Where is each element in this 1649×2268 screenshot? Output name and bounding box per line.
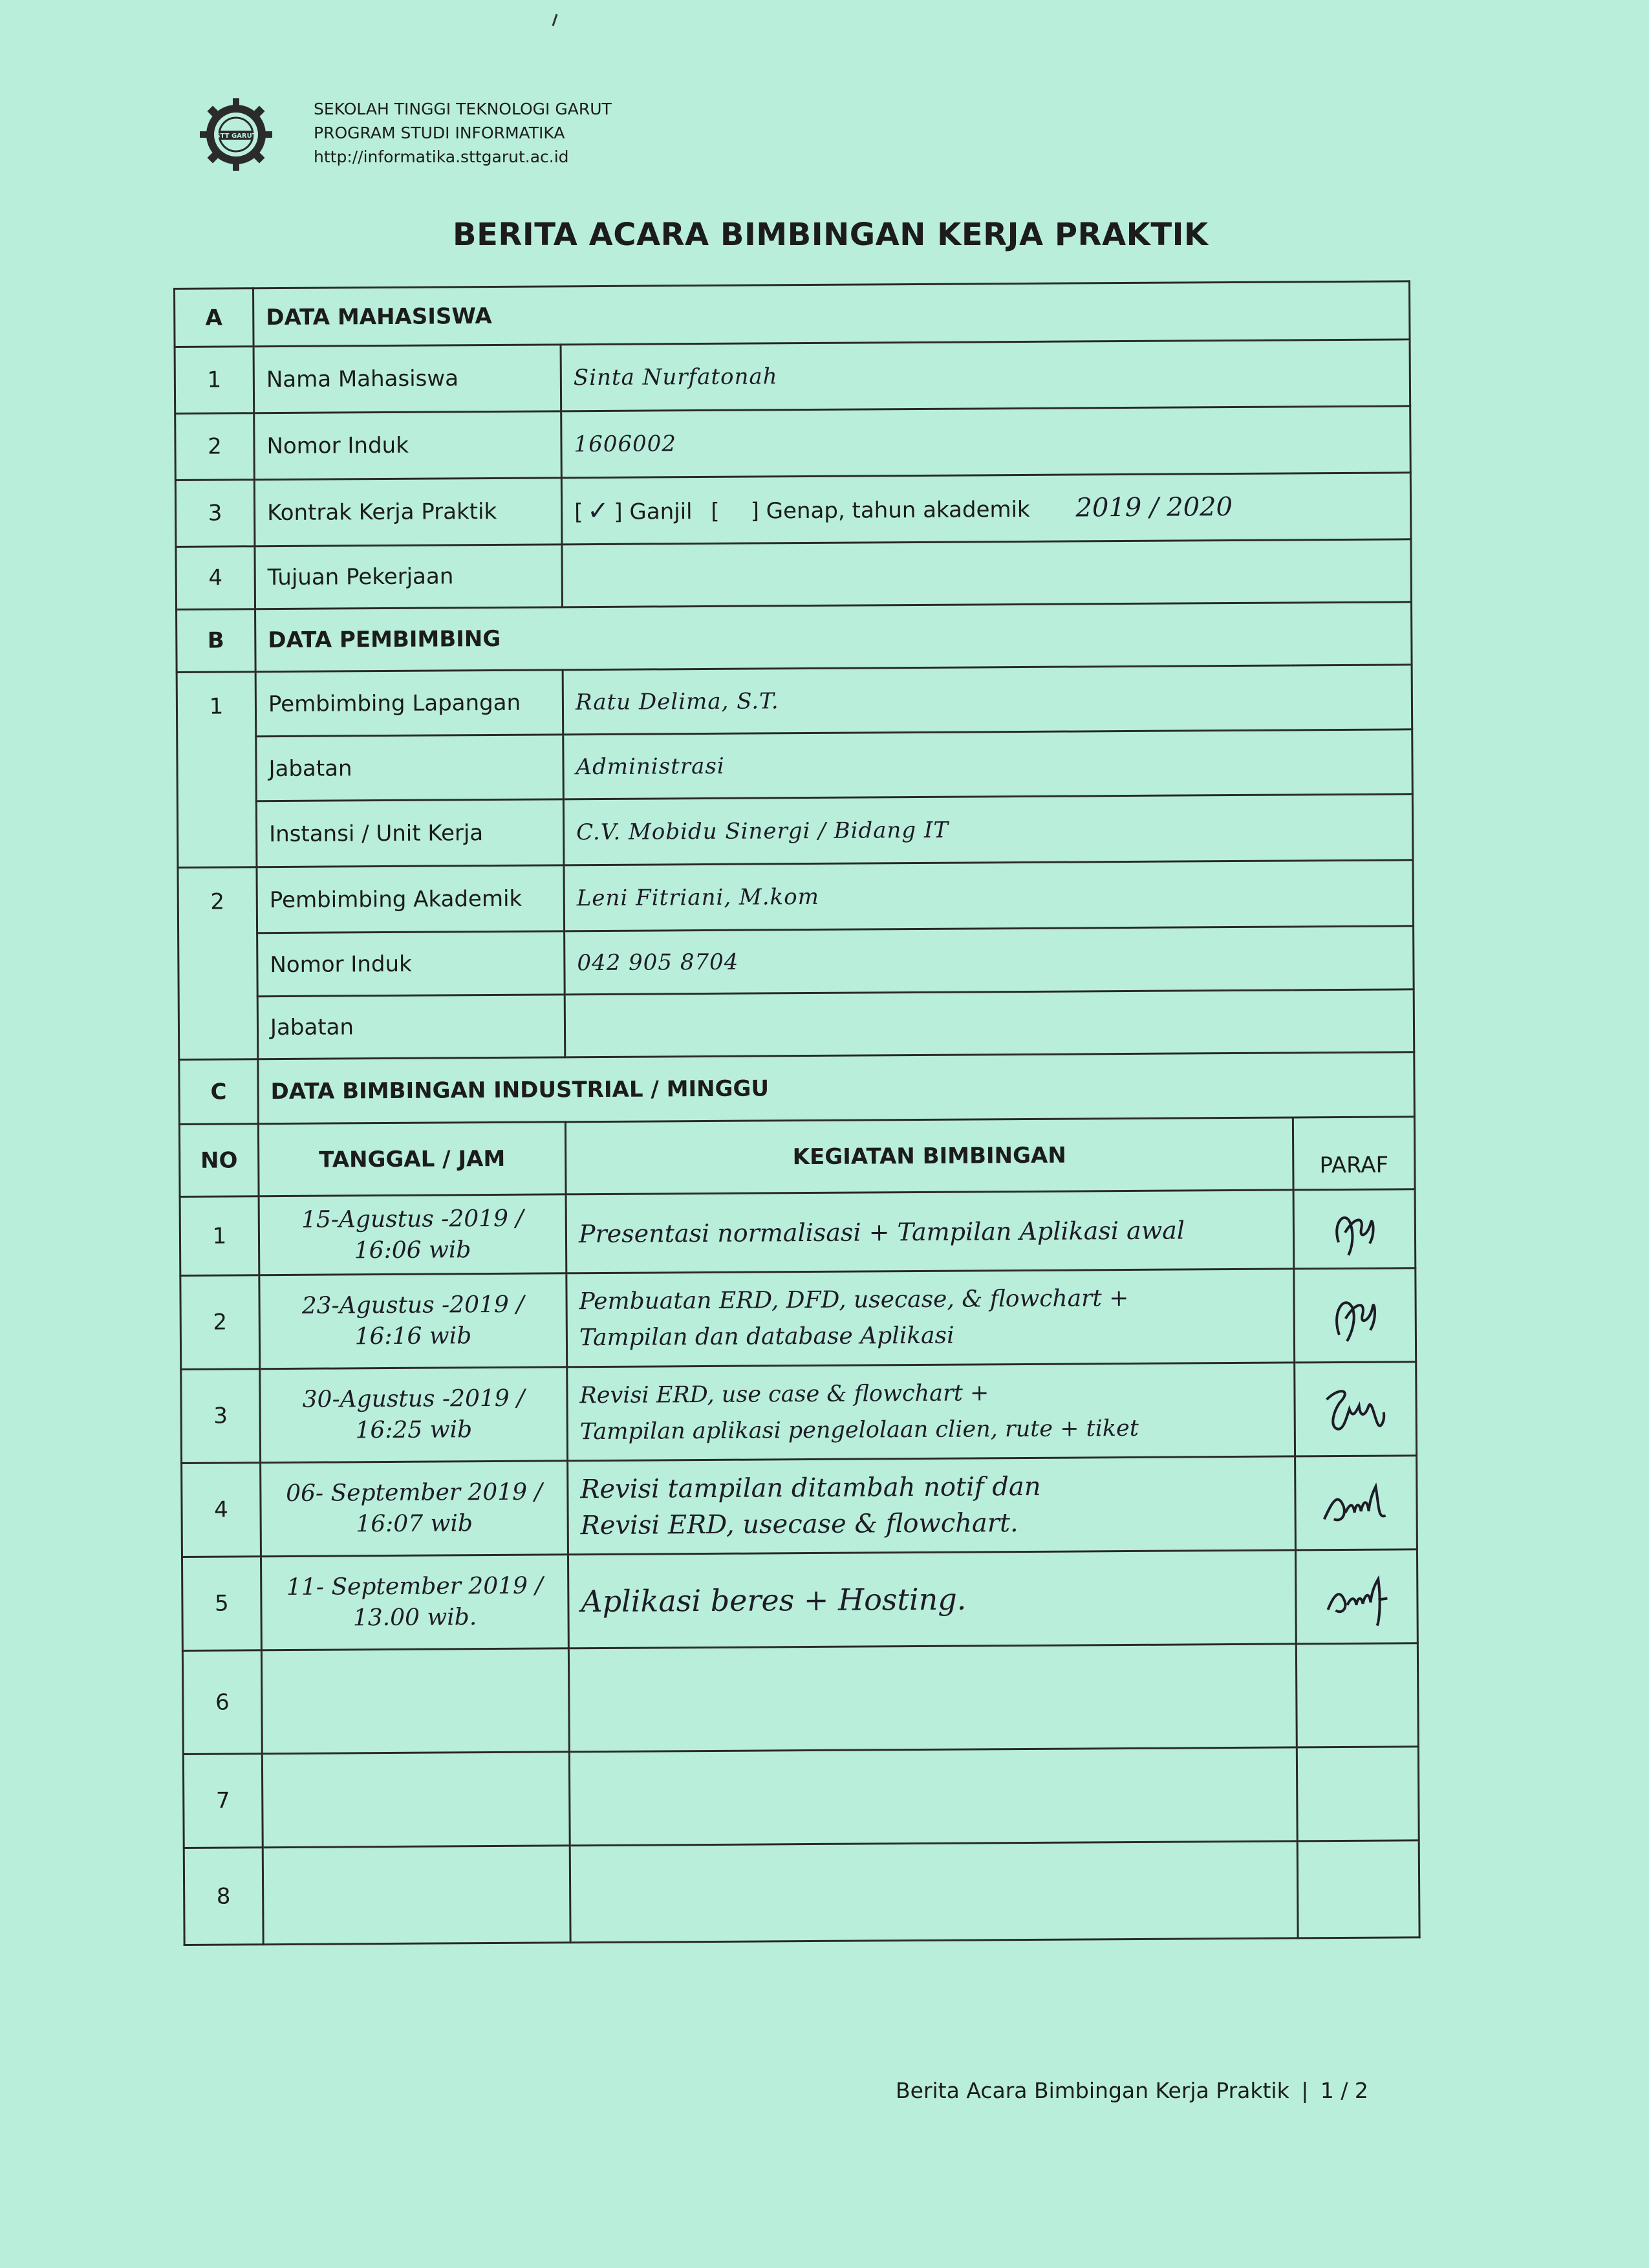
date-line: 23-Agustus -2019 / [301,1291,524,1319]
date-line [274,1700,556,1702]
row-number: 3 [181,1369,261,1463]
row-number: 1 [180,1196,259,1276]
student-id-row [175,406,1411,481]
row-number: 6 [182,1650,262,1755]
activity-line: Pembuatan ERD, DFD, usecase, & flowchart + [579,1285,1129,1315]
time-line: 13.00 wib. [352,1604,477,1632]
institution-header [197,91,779,181]
activity-line: Revisi ERD, use case & flowchart + [579,1380,989,1409]
activity-cell[interactable] [568,1550,1296,1648]
supervisor-id-row [178,926,1414,997]
page-title: BERITA ACARA BIMBINGAN KERJA PRAKTIK [453,217,1209,253]
activity-line: Revisi tampilan ditambah notif dan [580,1471,1041,1505]
student-id-value[interactable]: 1606002 [561,406,1411,478]
signature-icon [1315,1561,1399,1632]
activity-line [581,1696,1284,1700]
program-name: PROGRAM STUDI INFORMATIKA [314,124,565,142]
row-number: 2 [180,1275,260,1370]
genap-checkbox[interactable]: [ [711,498,720,524]
student-name-value[interactable]: Sinta Nurfatonah [561,340,1410,411]
log-table-header [179,1117,1415,1197]
time-line [275,1798,557,1800]
section-c-header [179,1052,1415,1125]
page-number: 1 / 2 [1320,2078,1368,2103]
supervisor-id-label: Nomor Induk [257,931,565,997]
date-cell[interactable] [261,1555,568,1650]
field-supervisor-label: Pembimbing Lapangan [255,670,563,737]
ganjil-label: ] Ganjil [614,499,693,525]
signature-cell[interactable] [1297,1841,1419,1938]
table-row [181,1362,1417,1463]
contract-options [561,473,1411,545]
activity-line [581,1696,1284,1700]
activity-cell[interactable] [568,1644,1297,1752]
signature-icon [1319,1280,1391,1352]
ganjil-checkbox[interactable]: [ ✓ [574,499,614,525]
activity-cell[interactable] [568,1456,1296,1555]
date-cell[interactable] [259,1194,566,1275]
section-a-heading: DATA MAHASISWA [253,281,1410,347]
table-row [182,1643,1418,1755]
logo-text: STT GARUT [215,133,257,140]
table-row [180,1189,1416,1276]
time-line: 16:06 wib [354,1236,471,1264]
section-a-header [175,281,1410,347]
date-cell[interactable] [261,1461,568,1557]
stt-garut-logo-icon [197,96,275,173]
institution-name: SEKOLAH TINGGI TEKNOLOGI GARUT [314,100,612,118]
row-number: 7 [183,1754,263,1848]
date-line: 30-Agustus -2019 / [302,1385,525,1413]
date-cell[interactable] [263,1846,570,1945]
signature-icon [1319,1196,1390,1262]
footer-title: Berita Acara Bimbingan Kerja Praktik [896,2078,1289,2103]
date-cell[interactable] [259,1273,567,1369]
section-b-code: B [177,609,256,673]
contract-row [175,473,1411,547]
field-supervisor-value[interactable]: Ratu Delima, S.T. [563,665,1412,735]
academic-supervisor-row [178,860,1414,934]
row-number: 1 [175,347,254,414]
student-id-label: Nomor Induk [254,411,562,480]
row-number: 2 [178,867,258,1060]
academic-supervisor-value[interactable]: Leni Fitriani, M.kom [564,860,1414,931]
time-line: 16:25 wib [355,1416,473,1444]
signature-cell[interactable] [1295,1550,1417,1644]
date-line: 11- September 2019 / [286,1572,543,1601]
student-name-label: Nama Mahasiswa [253,345,561,413]
date-line [275,1798,557,1800]
academic-supervisor-label: Pembimbing Akademik [257,865,565,933]
date-cell[interactable] [260,1367,568,1463]
table-row [182,1456,1417,1557]
signature-cell[interactable] [1297,1747,1419,1841]
guidance-form-table [173,280,1421,1946]
institution-unit-label: Instansi / Unit Kerja [256,799,564,867]
academic-position-label: Jabatan [257,995,565,1059]
activity-cell[interactable] [566,1190,1294,1273]
date-line: 06- September 2019 / [286,1478,543,1507]
academic-position-value[interactable] [565,989,1414,1057]
time-line [274,1700,556,1702]
activity-line [582,1795,1284,1799]
table-row [180,1268,1416,1370]
activity-line: Aplikasi beres + Hosting. [581,1581,967,1619]
row-number: 2 [175,413,255,481]
column-date-header: TANGGAL / JAM [258,1122,566,1196]
date-cell[interactable] [261,1648,569,1754]
field-position-value[interactable]: Administrasi [563,729,1413,799]
field-position-label: Jabatan [256,735,564,801]
activity-line: Tampilan aplikasi pengelolaan clien, rute + tiket [579,1415,1139,1445]
activity-line [583,1890,1285,1894]
time-line [275,1894,557,1896]
academic-year-value[interactable]: 2019 / 2020 [1075,492,1233,523]
job-purpose-value[interactable] [562,539,1412,607]
institution-unit-value[interactable]: C.V. Mobidu Sinergi / Bidang IT [563,794,1413,865]
section-c-code: C [179,1059,259,1125]
signature-cell[interactable] [1293,1189,1416,1269]
activity-line: Revisi ERD, usecase & flowchart. [580,1508,1018,1541]
genap-label: ] Genap, tahun akademik [750,496,1030,524]
contract-label: Kontrak Kerja Praktik [254,478,562,546]
activity-cell[interactable] [570,1841,1298,1943]
table-row [182,1550,1417,1651]
column-paraf-header: PARAF [1293,1117,1415,1190]
student-name-row [175,340,1410,414]
date-cell[interactable] [262,1752,570,1848]
job-purpose-row [176,539,1412,610]
signature-cell[interactable] [1295,1362,1417,1456]
institution-unit-row [177,794,1413,868]
row-number: 5 [182,1557,261,1651]
supervisor-id-value[interactable]: 042 905 8704 [565,926,1414,995]
time-line: 16:07 wib [356,1510,473,1538]
column-activity-header: KEGIATAN BIMBINGAN [565,1118,1293,1194]
section-b-heading: DATA PEMBIMBING [255,602,1412,672]
activity-cell[interactable] [567,1363,1295,1461]
signature-cell[interactable] [1295,1456,1417,1550]
row-number: 1 [177,672,257,868]
signature-icon [1313,1373,1398,1445]
activity-line: Presentasi normalisasi + Tampilan Aplikasi awal [578,1215,1185,1248]
job-purpose-label: Tujuan Pekerjaan [255,545,563,609]
row-number: 3 [175,480,255,547]
signature-cell[interactable] [1294,1268,1416,1363]
institution-url[interactable]: http://informatika.sttgarut.ac.id [314,147,569,166]
time-line: 16:16 wib [354,1323,472,1350]
activity-cell[interactable] [569,1747,1297,1846]
table-row [183,1747,1419,1848]
pen-mark [552,13,558,27]
row-number: 4 [176,546,255,610]
field-supervisor-row [177,665,1412,737]
section-b-header [177,602,1412,673]
activity-line: Tampilan dan database Aplikasi [579,1322,954,1352]
activity-line [583,1890,1285,1894]
activity-line [582,1795,1284,1799]
date-line: 15-Agustus -2019 / [301,1205,524,1233]
section-c-heading: DATA BIMBINGAN INDUSTRIAL / MINGGU [258,1052,1415,1124]
academic-position-row [178,989,1414,1060]
section-a-code: A [175,288,254,347]
check-mark-icon: ✓ [587,495,610,526]
signature-cell[interactable] [1296,1643,1418,1747]
column-no-header: NO [179,1124,259,1197]
signature-icon [1314,1467,1399,1539]
date-line [275,1894,557,1896]
row-number: 4 [182,1463,261,1557]
row-number: 8 [184,1848,263,1945]
page-footer: Berita Acara Bimbingan Kerja Praktik | 1 / 2 [896,2078,1368,2103]
activity-cell[interactable] [566,1269,1295,1367]
table-row [184,1841,1419,1945]
field-position-row [177,729,1413,802]
